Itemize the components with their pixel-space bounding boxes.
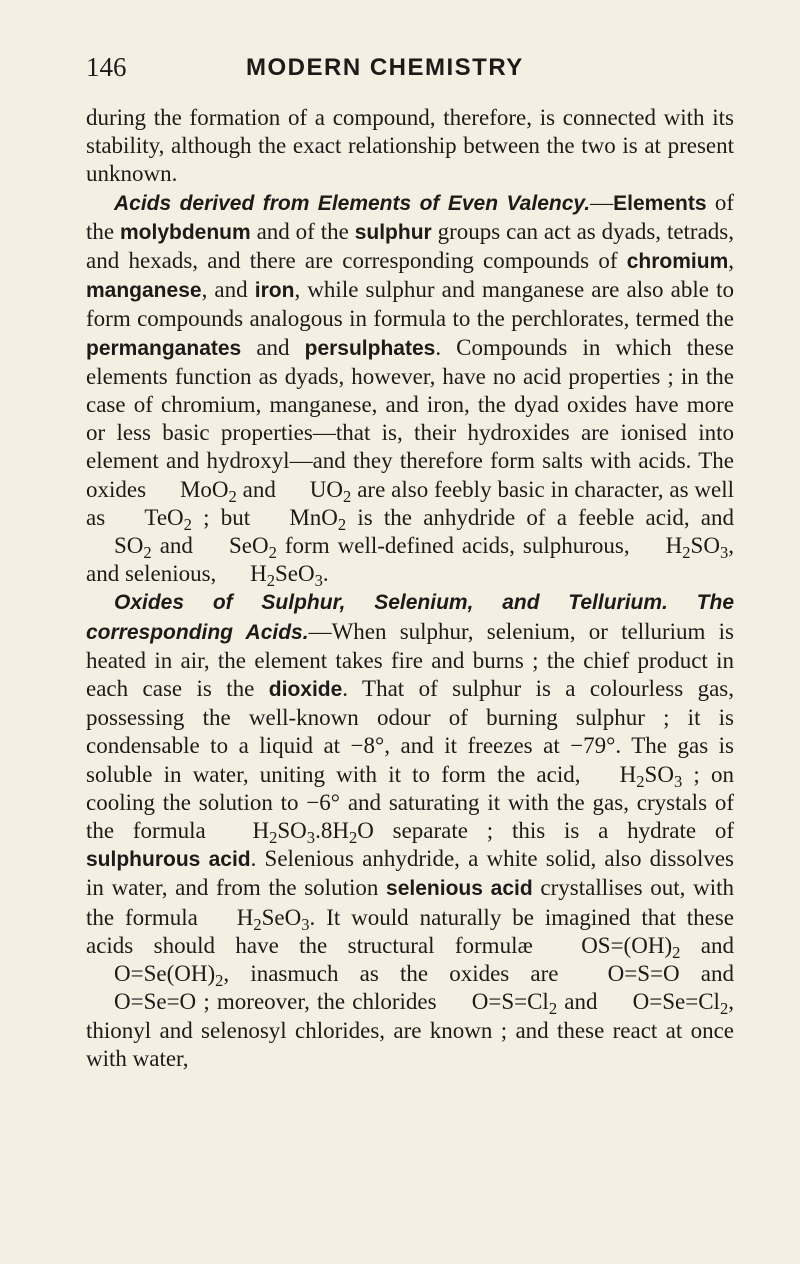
subscript: 2 [672, 942, 681, 962]
formula-part: H [250, 561, 267, 587]
formula-part: .8H [315, 818, 349, 844]
formula-part: H [252, 818, 270, 844]
formula [209, 904, 310, 932]
subscript: 2 [337, 514, 347, 534]
formula-part: H [665, 533, 683, 559]
formula-part: H [619, 761, 637, 787]
formula-part: SeO [228, 533, 269, 559]
subscript: 2 [343, 486, 352, 506]
formula [152, 476, 237, 504]
page-number: 146 [86, 52, 127, 82]
formula: O=S=O [607, 961, 680, 987]
term: sulphurous acid [86, 848, 251, 872]
term: Elements [613, 191, 707, 215]
term: manganese [86, 279, 202, 303]
formula-part: UO [309, 476, 344, 502]
formula [261, 504, 346, 532]
subscript: 3 [719, 543, 729, 562]
subscript: 2 [682, 543, 691, 562]
subscript: 2 [253, 914, 262, 934]
formula-part: MnO [289, 504, 338, 530]
text: , [728, 248, 734, 274]
subscript: 2 [215, 971, 224, 991]
formula-part: O=Se=Cl [632, 989, 720, 1015]
text: ; but [191, 504, 262, 530]
text: and [151, 533, 201, 559]
running-head: MODERN CHEMISTRY [246, 54, 524, 81]
text: and [680, 932, 734, 958]
text: and [557, 989, 605, 1015]
term: iron [254, 279, 295, 303]
formula-part: OS=(OH) [581, 932, 673, 958]
subscript: 3 [306, 828, 316, 848]
text: , inasmuch as the oxides are [223, 961, 580, 987]
subscript: 2 [143, 543, 152, 562]
formula-part: SO [277, 818, 307, 844]
formula [638, 532, 729, 560]
term: molybdenum [120, 220, 251, 244]
text: ; moreover, the chlorides [196, 989, 444, 1015]
formula-part: H [236, 904, 254, 930]
text: of the [86, 189, 734, 244]
formula [553, 932, 680, 960]
formula [201, 532, 277, 560]
formula [86, 532, 152, 560]
formula-part: SO [644, 761, 674, 787]
text: separate ; this is a hydrate of [373, 818, 734, 844]
text: , thionyl and selenosyl chlorides, are known ; and these react at once with water, [86, 989, 734, 1071]
paragraph-oxides-sulphur [86, 588, 734, 1072]
subscript: 2 [719, 999, 729, 1019]
text: , while sulphur and manganese are also able to form compounds analogous in formula to the perchlorates, termed the [86, 277, 734, 332]
text: . It would naturally be imagined that these acids should have the structural formulæ [86, 904, 735, 958]
subscript: 2 [636, 771, 645, 791]
formula [605, 988, 729, 1019]
text: , and selenious, [86, 533, 734, 587]
formula-part: O [357, 818, 374, 844]
section-heading: Oxides of Sulphur, Selenium, and Tellurium. The corresponding Acids. [86, 591, 734, 644]
text: groups can act as dyads, tetrads, and hexads, and there are corresponding compounds of [86, 218, 735, 274]
section-heading: Acids derived from Elements of Even Valency. [114, 191, 591, 215]
formula-part: SO [114, 533, 144, 559]
formula-part: MoO [179, 476, 229, 502]
formula-part: SeO [274, 561, 315, 587]
text: form well-defined acids, sulphurous, [276, 533, 638, 559]
formula [282, 476, 352, 504]
formula [592, 761, 683, 789]
text: . [322, 561, 329, 587]
text: and [241, 334, 305, 360]
term: chromium [626, 250, 729, 274]
formula [86, 960, 224, 991]
term: persulphates [304, 336, 436, 360]
subscript: 2 [183, 514, 192, 534]
text: and of the [250, 218, 355, 244]
text: are also feebly basic in character, as well as [86, 476, 735, 530]
formula [444, 988, 558, 1019]
text: and [679, 961, 734, 987]
formula [222, 560, 323, 591]
formula-part: TeO [144, 504, 184, 530]
term: selenious acid [386, 877, 533, 901]
subscript: 2 [266, 571, 275, 591]
subscript: 3 [314, 571, 323, 591]
formula [224, 817, 374, 848]
formula-part: O=Se(OH) [114, 961, 216, 987]
formula: O=Se=O [114, 989, 197, 1015]
text: is the anhydride of a feeble acid, and [346, 504, 734, 530]
term: dioxide [268, 678, 343, 702]
formula-part: SO [690, 533, 720, 559]
subscript: 2 [268, 543, 277, 562]
subscript: 2 [228, 486, 237, 506]
subscript: 2 [348, 828, 358, 848]
text: . Selenious anhydride, a white solid, also dissolves in water, and from the solution [86, 846, 734, 901]
formula [116, 504, 192, 532]
subscript: 3 [301, 914, 310, 934]
subscript: 3 [673, 771, 683, 791]
paragraph-acids-even-valency [86, 189, 734, 589]
text: . Compounds in which these elements function as dyads, however, have no acid properties ; in the case of chromium, manganese, and iron, the dyad oxides have more or less basic properties—that is, their hydroxides are ionised into element and hydroxyl—and they therefore form salts with acids. The oxides [86, 334, 734, 502]
subscript: 2 [548, 999, 558, 1019]
text: —When sulphur, selenium, or tellurium is heated in air, the element takes fire and burns ; the chief product in each case is the [86, 618, 734, 702]
text: and [236, 476, 282, 502]
formula-part: SeO [261, 904, 302, 930]
text: . That of sulphur is a colourless gas, possessing the well-known odour of burning sulphur ; it is condensable to a liquid at −8°, and it freezes at −79°. The gas is soluble in water, uniting with it to form the acid, [86, 676, 734, 787]
formula-part: O=S=Cl [471, 989, 549, 1015]
text: crystallises out, with the formula [86, 875, 734, 930]
subscript: 2 [269, 828, 278, 848]
page-header [86, 52, 726, 86]
body-text [86, 104, 734, 1073]
paragraph-1: during the formation of a compound, therefore, is connected with its stability, although the exact relationship between the two is at present unknown. [86, 105, 734, 187]
text: , and [201, 277, 255, 303]
term: sulphur [354, 220, 432, 244]
text: ; on cooling the solution to −6° and saturating it with the gas, crystals of the formula [86, 761, 734, 844]
text: — [590, 189, 614, 215]
term: permanganates [86, 336, 242, 360]
